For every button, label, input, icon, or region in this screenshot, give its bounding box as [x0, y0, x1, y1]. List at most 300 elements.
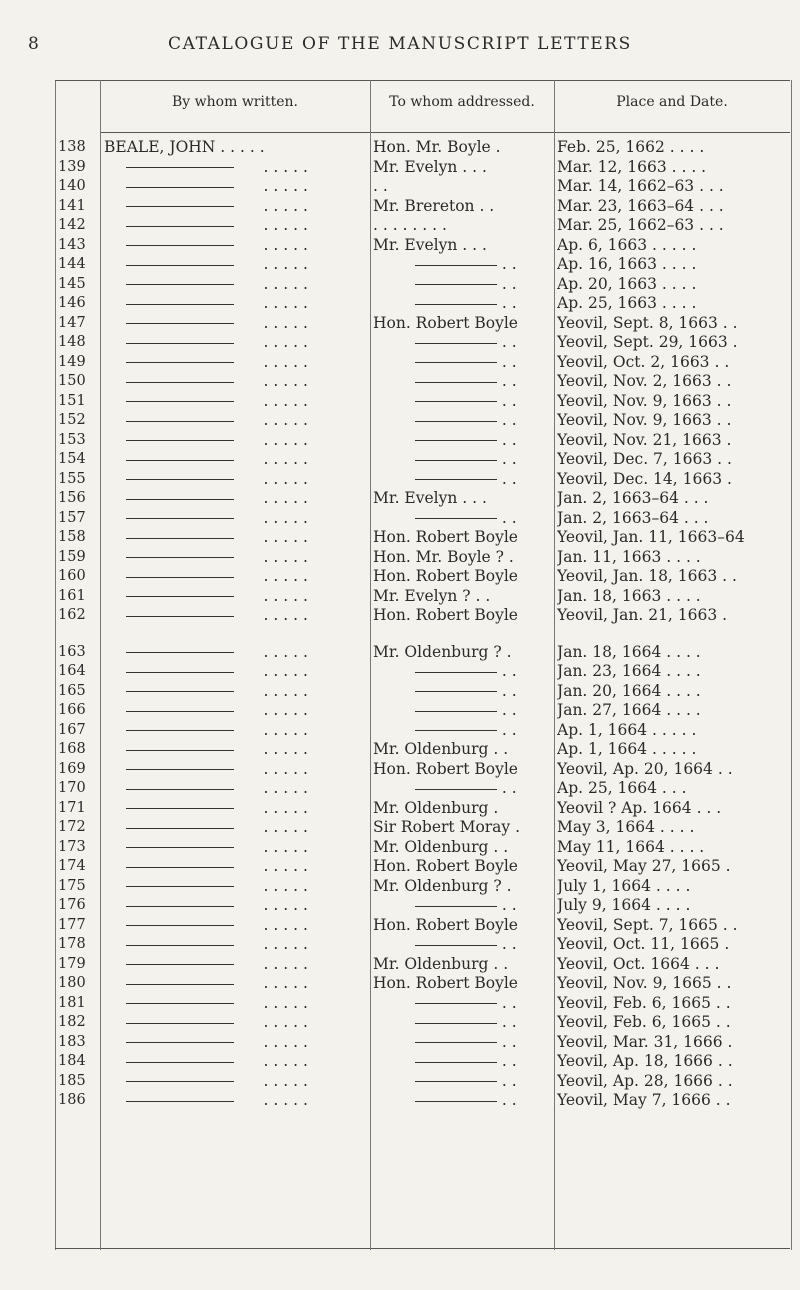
addressee-cell: Hon. Mr. Boyle ? . — [373, 547, 514, 566]
leader-dots: . . . . . — [234, 294, 308, 312]
ditto-dash — [415, 1101, 497, 1102]
column-header-addressee: To whom addressed. — [389, 94, 535, 110]
ditto-dash — [126, 343, 234, 344]
letter-number: 150 — [58, 373, 86, 389]
writer-cell — [104, 411, 366, 431]
leader-dots: . . . . . — [234, 896, 308, 914]
leader-dots: . . . . . — [234, 915, 308, 934]
leader-dots: . . . . . — [234, 1071, 308, 1090]
place-date-cell: Yeovil ? Ap. 1664 . . . — [557, 798, 722, 817]
letter-number: 142 — [58, 217, 86, 233]
letter-number: 175 — [58, 877, 86, 894]
writer-cell — [104, 701, 366, 721]
leader-dots: . . . . . — [234, 450, 308, 468]
place-date-cell: Yeovil, Oct. 11, 1665 . — [557, 935, 730, 953]
place-date-cell: Yeovil, Nov. 9, 1663 . . — [557, 411, 732, 429]
leader-dots: . . . . . — [234, 196, 308, 215]
letter-number: 140 — [58, 178, 86, 194]
letter-number: 153 — [58, 431, 86, 448]
addressee-cell: Mr. Evelyn . . . — [373, 235, 487, 254]
addressee-cell: Hon. Robert Boyle — [373, 606, 518, 624]
writer-cell — [104, 450, 366, 470]
writer-cell — [104, 916, 366, 936]
addressee-cell: Mr. Oldenburg . — [373, 798, 499, 817]
table-row — [0, 779, 800, 799]
ditto-dash — [415, 421, 497, 422]
letter-number: 154 — [58, 451, 86, 467]
place-date-cell: Yeovil, Dec. 14, 1663 . — [557, 469, 732, 488]
ditto-dash — [126, 1042, 234, 1043]
leader-dots: . . — [497, 662, 517, 680]
table-row — [0, 411, 800, 431]
addressee-cell: Mr. Evelyn ? . . — [373, 586, 491, 605]
place-date-cell: Jan. 18, 1664 . . . . — [557, 642, 701, 661]
place-date-cell: Ap. 20, 1663 . . . . — [557, 274, 697, 293]
leader-dots: . . — [497, 935, 517, 953]
ditto-dash — [415, 479, 497, 480]
ditto-dash — [126, 867, 234, 868]
ditto-dash — [126, 711, 234, 712]
addressee-cell: Mr. Evelyn . . . — [373, 157, 487, 176]
writer-cell — [104, 294, 366, 314]
ditto-dash — [126, 789, 234, 790]
ditto-dash — [126, 906, 234, 907]
writer-cell — [104, 994, 366, 1014]
leader-dots: . . — [497, 294, 517, 312]
table-row — [0, 916, 800, 936]
leader-dots: . . — [497, 274, 517, 293]
writer-cell — [104, 392, 366, 412]
writer-cell — [104, 567, 366, 587]
letter-number: 162 — [58, 607, 86, 623]
place-date-cell: Ap. 6, 1663 . . . . . — [557, 235, 697, 254]
addressee-cell: Mr. Oldenburg ? . — [373, 642, 512, 661]
writer-cell — [104, 740, 366, 760]
addressee-cell: . . . . . . . . — [373, 216, 447, 234]
ditto-dash — [126, 1023, 234, 1024]
place-date-cell: Yeovil, Feb. 6, 1665 . . — [557, 1013, 731, 1031]
place-date-cell: Yeovil, Nov. 2, 1663 . . — [557, 372, 732, 390]
place-date-cell: Yeovil, Jan. 18, 1663 . . — [557, 567, 737, 585]
writer-cell — [104, 1033, 366, 1053]
writer-cell — [104, 197, 366, 217]
leader-dots: . . . . . — [234, 779, 308, 797]
ditto-dash — [415, 382, 497, 383]
ditto-dash — [415, 1042, 497, 1043]
leader-dots: . . — [497, 1013, 517, 1031]
ditto-dash — [415, 401, 497, 402]
running-head: CATALOGUE OF THE MANUSCRIPT LETTERS — [168, 34, 632, 54]
leader-dots: . . . . . — [234, 528, 308, 546]
letter-number: 155 — [58, 470, 86, 487]
ditto-dash — [415, 1003, 497, 1004]
writer-cell — [104, 818, 366, 838]
addressee-cell — [373, 255, 551, 275]
ditto-dash — [126, 672, 234, 673]
letter-number: 160 — [58, 568, 86, 584]
letter-number: 177 — [58, 916, 86, 933]
writer-cell — [104, 314, 366, 334]
ditto-dash — [126, 652, 234, 653]
place-date-cell: Mar. 25, 1662–63 . . . — [557, 216, 724, 234]
table-row — [0, 392, 800, 412]
place-date-cell: Ap. 25, 1663 . . . . — [557, 294, 697, 312]
writer-cell: BEALE, JOHN . . . . . — [104, 138, 265, 156]
table-row — [0, 1013, 800, 1033]
writer-cell — [104, 528, 366, 548]
leader-dots: . . . . . — [234, 818, 308, 836]
table-row — [0, 662, 800, 682]
ditto-dash — [126, 984, 234, 985]
writer-cell — [104, 1072, 366, 1092]
addressee-cell — [373, 721, 551, 741]
place-date-cell: Jan. 23, 1664 . . . . — [557, 662, 701, 680]
table-row — [0, 721, 800, 741]
writer-cell — [104, 779, 366, 799]
ditto-dash — [415, 284, 497, 285]
place-date-cell: Yeovil, Mar. 31, 1666 . — [557, 1032, 733, 1051]
letter-number: 169 — [58, 760, 86, 777]
place-date-cell: Mar. 14, 1662–63 . . . — [557, 177, 724, 195]
leader-dots: . . . . . — [234, 547, 308, 566]
addressee-cell: Mr. Oldenburg . . — [373, 954, 509, 973]
addressee-cell — [373, 372, 551, 392]
letter-number: 179 — [58, 955, 86, 972]
leader-dots: . . . . . — [234, 586, 308, 605]
leader-dots: . . — [497, 701, 517, 719]
writer-cell — [104, 489, 366, 509]
leader-dots: . . . . . — [234, 333, 308, 351]
ditto-dash — [415, 304, 497, 305]
leader-dots: . . — [497, 352, 517, 371]
ditto-dash — [126, 1003, 234, 1004]
ditto-dash — [415, 343, 497, 344]
ditto-dash — [126, 730, 234, 731]
ditto-dash — [126, 401, 234, 402]
table-row — [0, 294, 800, 314]
addressee-cell — [373, 450, 551, 470]
leader-dots: . . — [497, 681, 517, 700]
addressee-cell: Mr. Oldenburg ? . — [373, 876, 512, 895]
letter-number: 184 — [58, 1053, 86, 1069]
leader-dots: . . — [497, 430, 517, 449]
leader-dots: . . . . . — [234, 216, 308, 234]
letter-number: 180 — [58, 975, 86, 991]
place-date-cell: Jan. 2, 1663–64 . . . — [557, 508, 709, 527]
table-row — [0, 353, 800, 373]
writer-cell — [104, 721, 366, 741]
table-row — [0, 740, 800, 760]
letter-number: 151 — [58, 392, 86, 409]
table-row — [0, 372, 800, 392]
writer-cell — [104, 896, 366, 916]
leader-dots: . . — [497, 255, 517, 273]
writer-cell — [104, 682, 366, 702]
letter-number: 182 — [58, 1014, 86, 1030]
ditto-dash — [126, 421, 234, 422]
place-date-cell: Feb. 25, 1662 . . . . — [557, 138, 705, 156]
writer-cell — [104, 1091, 366, 1111]
addressee-cell: Sir Robert Moray . — [373, 818, 521, 836]
place-date-cell: Yeovil, Sept. 7, 1665 . . — [557, 915, 738, 934]
writer-cell — [104, 275, 366, 295]
table-row — [0, 974, 800, 994]
table-row — [0, 1072, 800, 1092]
addressee-cell: Hon. Robert Boyle — [373, 528, 518, 546]
table-row — [0, 760, 800, 780]
table-row — [0, 1052, 800, 1072]
leader-dots: . . . . . — [234, 837, 308, 856]
leader-dots: . . . . . — [234, 352, 308, 371]
addressee-cell — [373, 1091, 551, 1111]
letter-number: 168 — [58, 741, 86, 757]
place-date-cell: Yeovil, Dec. 7, 1663 . . — [557, 450, 732, 468]
leader-dots: . . . . . — [234, 1032, 308, 1051]
ditto-dash — [415, 518, 497, 519]
place-date-cell: Yeovil, Ap. 20, 1664 . . — [557, 759, 733, 778]
table-row — [0, 838, 800, 858]
leader-dots: . . . . . — [234, 798, 308, 817]
place-date-cell: Ap. 25, 1664 . . . — [557, 779, 687, 797]
leader-dots: . . — [497, 779, 517, 797]
ditto-dash — [415, 691, 497, 692]
table-row — [0, 509, 800, 529]
writer-cell — [104, 509, 366, 529]
letter-number: 173 — [58, 838, 86, 855]
letter-number: 141 — [58, 197, 86, 214]
letter-number: 171 — [58, 799, 86, 816]
letter-number: 156 — [58, 490, 86, 506]
place-date-cell: Yeovil, Ap. 18, 1666 . . — [557, 1052, 733, 1070]
place-date-cell: Yeovil, May 7, 1666 . . — [557, 1091, 731, 1109]
leader-dots: . . . . . — [234, 313, 308, 332]
addressee-cell — [373, 1072, 551, 1092]
table-row — [0, 236, 800, 256]
letter-number: 181 — [58, 994, 86, 1011]
ditto-dash — [126, 808, 234, 809]
leader-dots: . . . . . — [234, 567, 308, 585]
leader-dots: . . . . . — [234, 662, 308, 680]
writer-cell — [104, 158, 366, 178]
leader-dots: . . . . . — [234, 740, 308, 758]
ditto-dash — [415, 1081, 497, 1082]
letter-number: 148 — [58, 334, 86, 350]
leader-dots: . . — [497, 1071, 517, 1090]
writer-cell — [104, 470, 366, 490]
place-date-cell: Yeovil, Ap. 28, 1666 . . — [557, 1071, 733, 1090]
leader-dots: . . — [497, 333, 517, 351]
ditto-dash — [126, 538, 234, 539]
letter-number: 139 — [58, 158, 86, 175]
leader-dots: . . — [497, 720, 517, 739]
table-row — [0, 994, 800, 1014]
letter-number: 144 — [58, 256, 86, 272]
place-date-cell: Yeovil, Nov. 9, 1665 . . — [557, 974, 732, 992]
leader-dots: . . . . . — [234, 391, 308, 410]
ditto-dash — [126, 750, 234, 751]
ditto-dash — [126, 945, 234, 946]
leader-dots: . . . . . — [234, 759, 308, 778]
ditto-dash — [126, 964, 234, 965]
ditto-dash — [126, 691, 234, 692]
table-row — [0, 857, 800, 877]
place-date-cell: Ap. 1, 1664 . . . . . — [557, 740, 697, 758]
leader-dots: . . . . . — [234, 255, 308, 273]
ditto-dash — [415, 906, 497, 907]
place-date-cell: Yeovil, Sept. 29, 1663 . — [557, 333, 738, 351]
table-row — [0, 567, 800, 587]
addressee-cell — [373, 411, 551, 431]
ditto-dash — [415, 672, 497, 673]
letter-number: 166 — [58, 702, 86, 718]
leader-dots: . . . . . — [234, 954, 308, 973]
letter-number: 149 — [58, 353, 86, 370]
table-row — [0, 528, 800, 548]
leader-dots: . . . . . — [234, 1091, 308, 1109]
ditto-dash — [126, 1062, 234, 1063]
ditto-dash — [126, 1081, 234, 1082]
table-row — [0, 955, 800, 975]
writer-cell — [104, 255, 366, 275]
place-date-cell: Yeovil, Oct. 1664 . . . — [557, 954, 720, 973]
letter-number: 186 — [58, 1092, 86, 1108]
letter-number: 165 — [58, 682, 86, 699]
ditto-dash — [126, 616, 234, 617]
place-date-cell: Jan. 20, 1664 . . . . — [557, 681, 701, 700]
writer-cell — [104, 372, 366, 392]
letter-number: 147 — [58, 314, 86, 331]
place-date-cell: Jan. 27, 1664 . . . . — [557, 701, 701, 719]
writer-cell — [104, 760, 366, 780]
ditto-dash — [126, 460, 234, 461]
leader-dots: . . . . . — [234, 935, 308, 953]
header-rule — [100, 132, 790, 133]
letter-number: 161 — [58, 587, 86, 604]
leader-dots: . . . . . — [234, 489, 308, 507]
ditto-dash — [415, 1062, 497, 1063]
addressee-cell: Hon. Robert Boyle — [373, 857, 518, 875]
table-row — [0, 431, 800, 451]
writer-cell — [104, 431, 366, 451]
table-row — [0, 896, 800, 916]
place-date-cell: Mar. 23, 1663–64 . . . — [557, 196, 724, 215]
ditto-dash — [126, 245, 234, 246]
ditto-dash — [126, 382, 234, 383]
table-row — [0, 314, 800, 334]
letter-number: 183 — [58, 1033, 86, 1050]
addressee-cell: Mr. Oldenburg . . — [373, 837, 509, 856]
ditto-dash — [126, 769, 234, 770]
place-date-cell: Yeovil, Jan. 21, 1663 . — [557, 606, 728, 624]
addressee-cell: Hon. Robert Boyle — [373, 974, 518, 992]
leader-dots: . . — [497, 391, 517, 410]
leader-dots: . . — [497, 469, 517, 488]
leader-dots: . . . . . — [234, 235, 308, 254]
ditto-dash — [126, 499, 234, 500]
table-row — [0, 177, 800, 197]
ditto-dash — [126, 265, 234, 266]
leader-dots: . . — [497, 450, 517, 468]
leader-dots: . . — [497, 1052, 517, 1070]
ditto-dash — [415, 1023, 497, 1024]
table-row — [0, 935, 800, 955]
leader-dots: . . . . . — [234, 157, 308, 176]
leader-dots: . . . . . — [234, 411, 308, 429]
leader-dots: . . . . . — [234, 701, 308, 719]
writer-cell — [104, 838, 366, 858]
table-row — [0, 489, 800, 509]
addressee-cell — [373, 935, 551, 955]
ditto-dash — [415, 730, 497, 731]
leader-dots: . . . . . — [234, 430, 308, 449]
addressee-cell: Hon. Robert Boyle — [373, 313, 518, 332]
addressee-cell — [373, 392, 551, 412]
letter-number: 145 — [58, 275, 86, 292]
writer-cell — [104, 955, 366, 975]
place-date-cell: Yeovil, Nov. 21, 1663 . — [557, 430, 732, 449]
table-row — [0, 197, 800, 217]
addressee-cell — [373, 470, 551, 490]
ditto-dash — [126, 479, 234, 480]
table-bottom-rule — [55, 1248, 790, 1249]
letter-number: 167 — [58, 721, 86, 738]
leader-dots: . . . . . — [234, 857, 308, 875]
ditto-dash — [415, 789, 497, 790]
place-date-cell: Yeovil, Oct. 2, 1663 . . — [557, 352, 730, 371]
addressee-cell — [373, 294, 551, 314]
ditto-dash — [126, 167, 234, 168]
table-row — [0, 216, 800, 236]
place-date-cell: Ap. 16, 1663 . . . . — [557, 255, 697, 273]
addressee-cell: . . — [373, 177, 388, 195]
addressee-cell: Mr. Brereton . . — [373, 196, 495, 215]
place-date-cell: Mar. 12, 1663 . . . . — [557, 157, 707, 176]
leader-dots: . . . . . — [234, 681, 308, 700]
letter-number: 143 — [58, 236, 86, 253]
leader-dots: . . — [497, 1032, 517, 1051]
ditto-dash — [126, 577, 234, 578]
addressee-cell — [373, 994, 551, 1014]
addressee-cell: Mr. Evelyn . . . — [373, 489, 487, 507]
letter-number: 164 — [58, 663, 86, 679]
ditto-dash — [126, 847, 234, 848]
addressee-cell — [373, 509, 551, 529]
table-row — [0, 1091, 800, 1111]
leader-dots: . . — [497, 372, 517, 390]
leader-dots: . . . . . — [234, 993, 308, 1012]
table-row — [0, 606, 800, 626]
writer-cell — [104, 177, 366, 197]
table-row — [0, 548, 800, 568]
column-header-writer: By whom written. — [172, 94, 298, 110]
writer-cell — [104, 216, 366, 236]
leader-dots: . . . . . — [234, 1013, 308, 1031]
writer-cell — [104, 877, 366, 897]
letter-number: 170 — [58, 780, 86, 796]
addressee-cell — [373, 701, 551, 721]
ditto-dash — [126, 284, 234, 285]
place-date-cell: Yeovil, Feb. 6, 1665 . . — [557, 993, 731, 1012]
leader-dots: . . . . . — [234, 606, 308, 624]
ditto-dash — [415, 440, 497, 441]
writer-cell — [104, 548, 366, 568]
addressee-cell — [373, 431, 551, 451]
leader-dots: . . — [497, 411, 517, 429]
letter-number: 163 — [58, 643, 86, 660]
writer-cell — [104, 799, 366, 819]
leader-dots: . . . . . — [234, 974, 308, 992]
table-row — [0, 877, 800, 897]
